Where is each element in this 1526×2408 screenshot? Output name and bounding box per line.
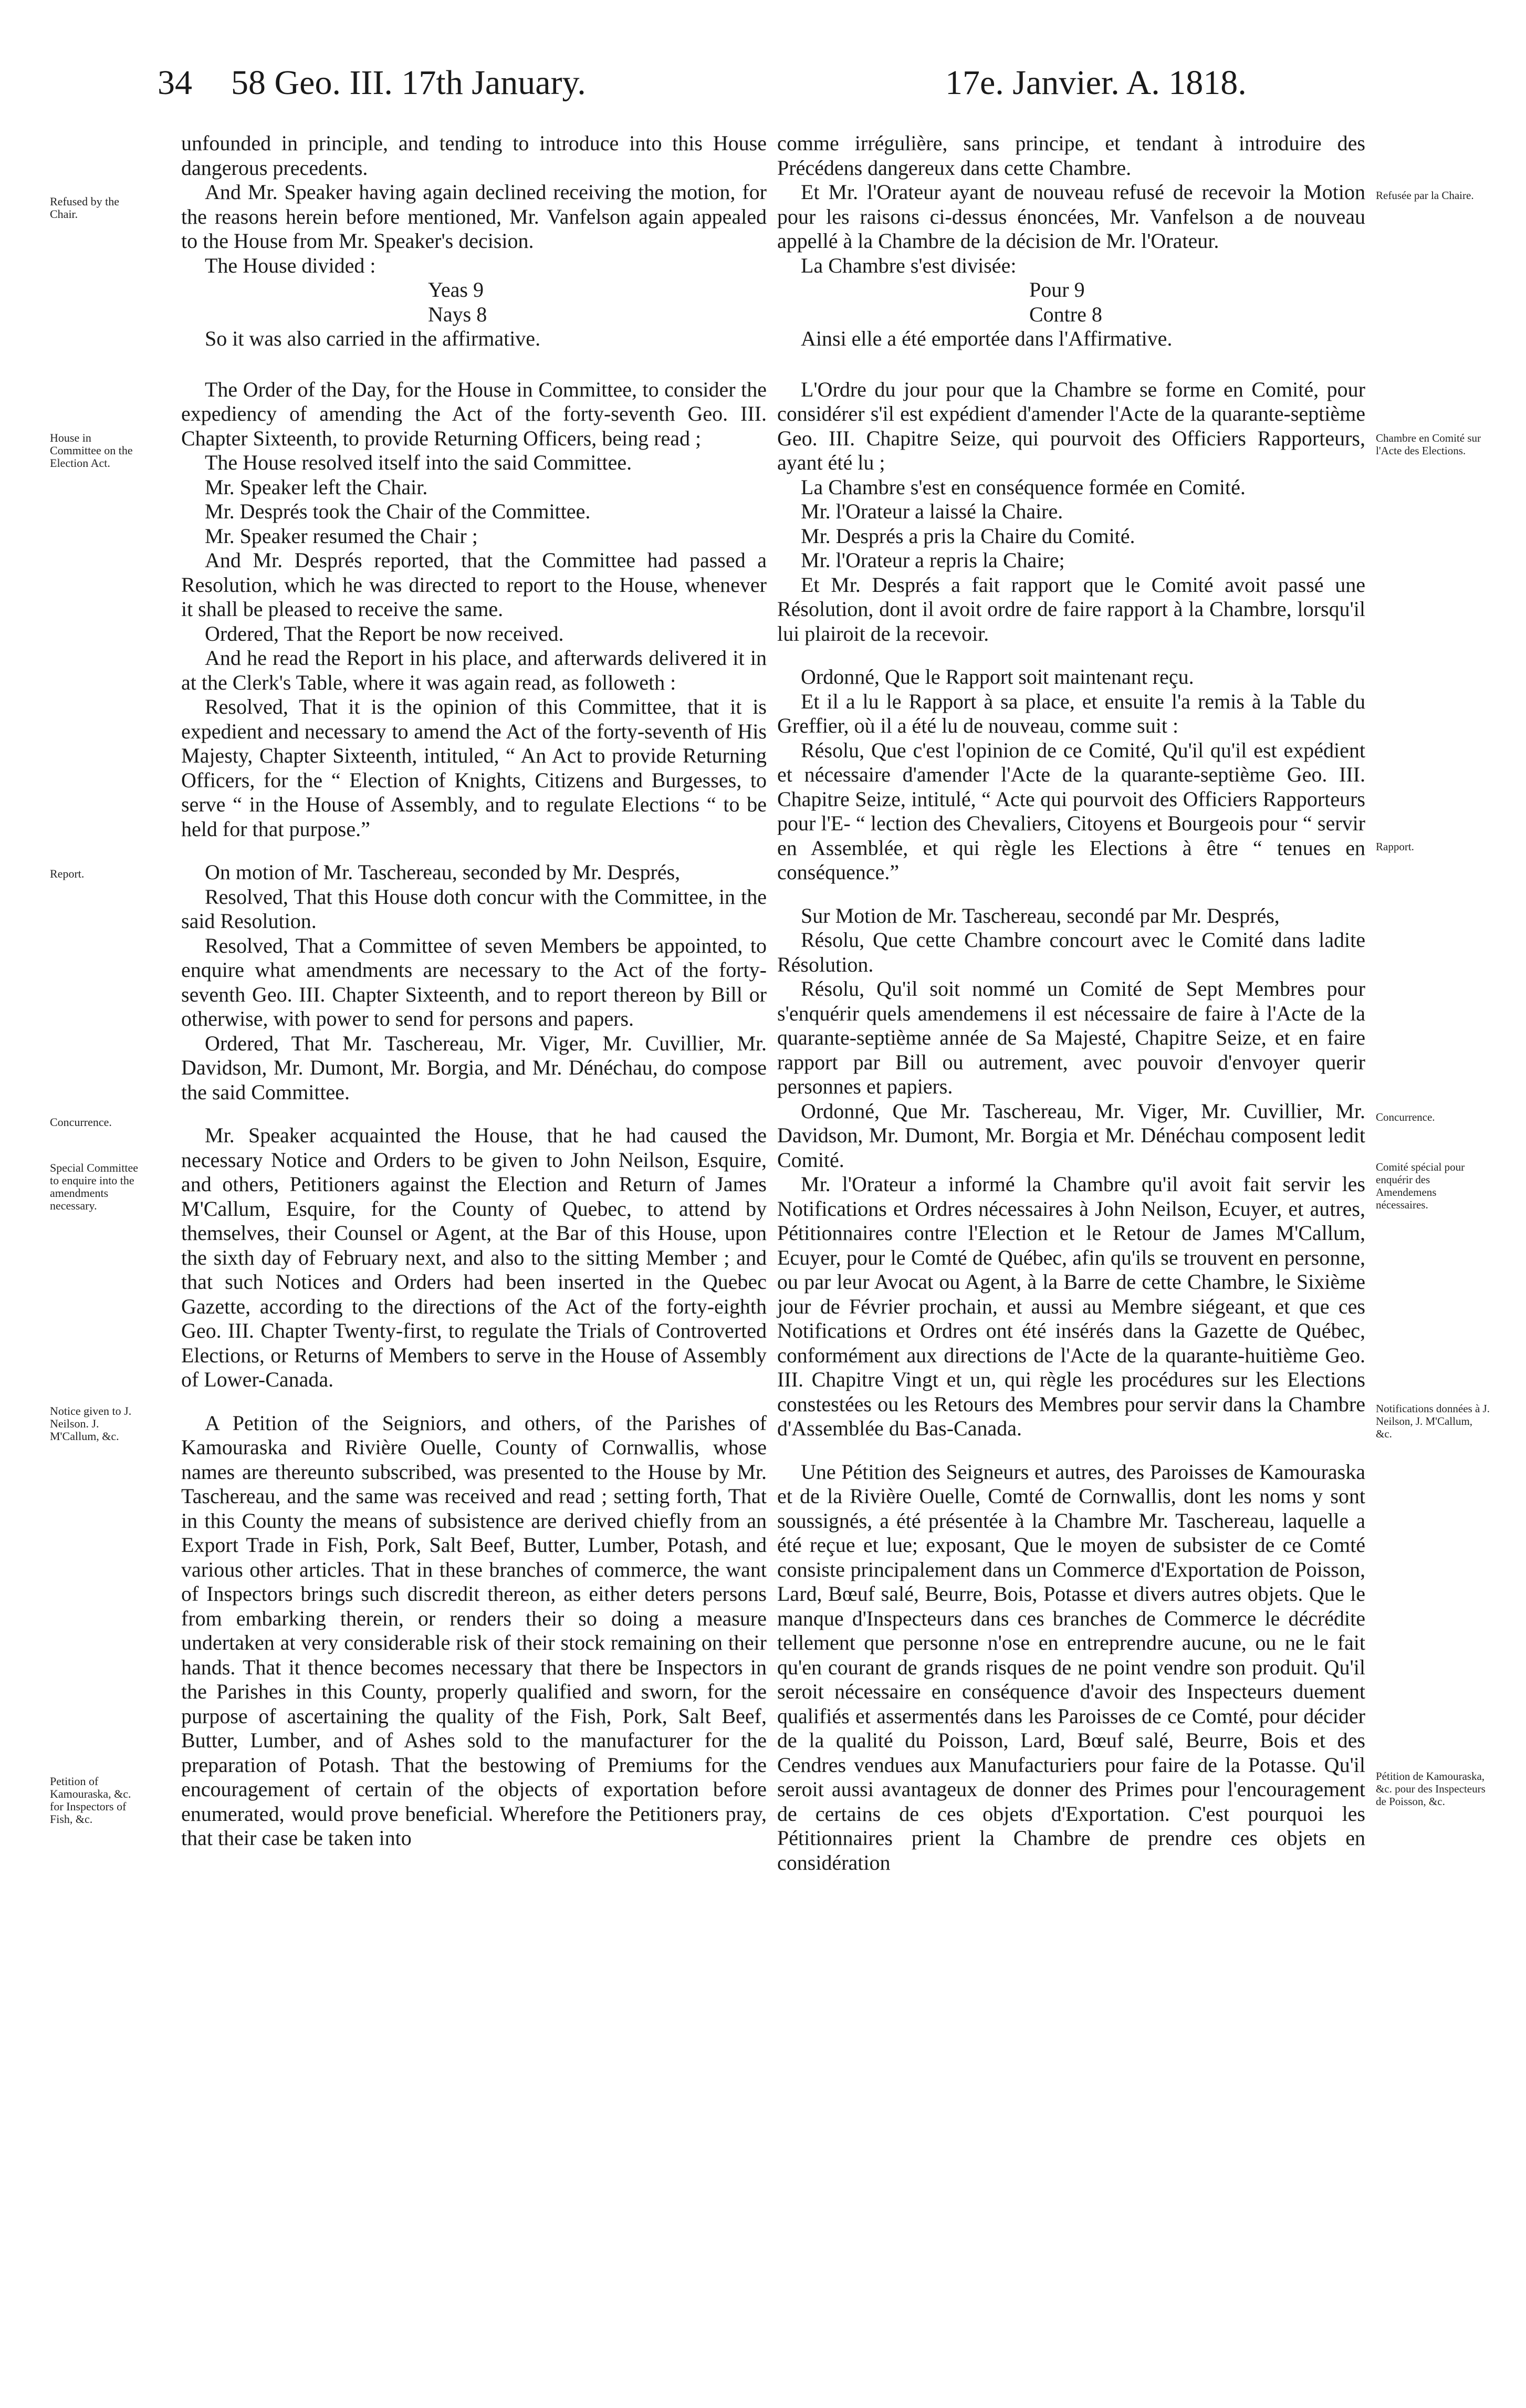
margin-note: Refusée par la Chaire.	[1376, 189, 1474, 202]
paragraph: On motion of Mr. Taschereau, seconded by Mr. Després,	[205, 860, 681, 884]
margin-note: Report.	[50, 867, 85, 880]
paragraph: Mr. Speaker acquainted the House, that he had caused the necessary Notice and Orders to be given to John Neilson, Esquire, and others, Petitioners against the Election and Return of James M'Callum, Esquire, for the County of Quebec, to attend by themselves, their Counsel or Agent, at the Bar of this House, upon the sixth day of February next, and also to the sitting Member ; and that such Notices and Orders had been inserted in the Quebec Gazette, according to the directions of the Act of the forty-eighth Geo. III. Chapter Twenty-first, to regulate the Trials of Controverted Elections, or Returns of Members to serve in the House of Assembly of Lower-Canada.	[181, 1123, 767, 1391]
paragraph: So it was also carried in the affirmative.	[205, 327, 541, 350]
paragraph: Nays 8	[428, 302, 487, 326]
margin-note: Concurrence.	[1376, 1111, 1435, 1123]
paragraph: L'Ordre du jour pour que la Chambre se forme en Comité, pour considérer s'il est expédient d'amender l'Acte de la quarante-septième Geo. III. Chapitre Seize, qui pourvoit des Officiers Rapporteurs, ayant été lu ;	[777, 377, 1365, 474]
header-left-title: 58 Geo. III. 17th January.	[231, 64, 586, 102]
paragraph: Résolu, Que cette Chambre concourt avec le Comité dans ladite Résolution.	[777, 928, 1365, 976]
paragraph: Pour 9	[1029, 278, 1085, 301]
margin-note: Special Committee to enquire into the amendments necessary.	[50, 1161, 139, 1212]
paragraph: Yeas 9	[428, 278, 484, 301]
margin-note: Notice given to J. Neilson. J. M'Callum, &c.	[50, 1404, 132, 1443]
paragraph: Ainsi elle a été emportée dans l'Affirmative.	[801, 327, 1173, 350]
paragraph: Mr. Speaker left the Chair.	[205, 475, 428, 499]
paragraph: Ordonné, Que Mr. Taschereau, Mr. Viger, Mr. Cuvillier, Mr. Davidson, Mr. Dumont, Mr. Borgia et Mr. Dénéchau composent ledit Comité.	[777, 1099, 1365, 1172]
paragraph: And Mr. Speaker having again declined receiving the motion, for the reasons herein before mentioned, Mr. Vanfelson again appealed to the House from Mr. Speaker's decision.	[181, 180, 767, 253]
margin-note: Concurrence.	[50, 1116, 112, 1129]
paragraph: Ordonné, Que le Rapport soit maintenant reçu.	[801, 665, 1194, 689]
paragraph: Mr. Després a pris la Chaire du Comité.	[801, 524, 1135, 548]
margin-note: Pétition de Kamouraska, &c. pour des Inspecteurs de Poisson, &c.	[1376, 1770, 1486, 1808]
paragraph: Et il a lu le Rapport à sa place, et ensuite l'a remis à la Table du Greffier, où il a été lu de nouveau, comme suit :	[777, 689, 1365, 737]
margin-note: Comité spécial pour enquérir des Amendemens nécessaires.	[1376, 1161, 1465, 1211]
paragraph: Contre 8	[1029, 302, 1102, 326]
paragraph: Résolu, Qu'il soit nommé un Comité de Sept Membres pour s'enquérir quels amendemens il est nécessaire de faire à l'Acte de la quarante-septième année de Sa Majesté, Chapitre Seize, et en faire rapport par Bill ou autrement, avec pouvoir d'envoyer querir personnes et papiers.	[777, 977, 1365, 1098]
margin-note: Rapport.	[1376, 840, 1414, 853]
paragraph: The House divided :	[205, 253, 376, 277]
page-number: 34	[158, 64, 192, 102]
paragraph: Resolved, That a Committee of seven Members be appointed, to enquire what amendments are necessary to the Act of the forty-seventh Geo. III. Chapter Sixteenth, and to report thereon by Bill or otherwise, with power to send for persons and papers.	[181, 933, 767, 1030]
paragraph: Sur Motion de Mr. Taschereau, secondé par Mr. Després,	[801, 903, 1280, 927]
paragraph: La Chambre s'est divisée:	[801, 253, 1017, 277]
margin-note: Chambre en Comité sur l'Acte des Elections.	[1376, 432, 1481, 457]
paragraph: Resolved, That it is the opinion of this Committee, that it is expedient and necessary to amend the Act of the forty-seventh of His Majesty, Chapter Sixteenth, intituled, “ An Act to provide Returning Officers, for the “ Election of Knights, Citizens and Burgesses, to serve “ in the House of Assembly, and to regulate Elections “ to be held for that purpose.”	[181, 695, 767, 841]
paragraph: Mr. l'Orateur a laissé la Chaire.	[801, 499, 1063, 523]
margin-note: Refused by the Chair.	[50, 195, 119, 221]
paragraph: Ordered, That Mr. Taschereau, Mr. Viger, Mr. Cuvillier, Mr. Davidson, Mr. Dumont, Mr. Borgia, and Mr. Dénéchau, do compose the said Committee.	[181, 1031, 767, 1104]
paragraph: Résolu, Que c'est l'opinion de ce Comité, Qu'il qu'il est expédient et nécessaire d'amender l'Acte de la quarante-septième Geo. III. Chapitre Seize, intitulé, “ Acte qui pourvoit des Officiers Rapporteurs pour l'E- “ lection des Chevaliers, Citoyens et Bourgeois pour “ servir en Assemblée, et qui règle les Elections à être “ tenues en conséquence.”	[777, 738, 1365, 884]
paragraph: Ordered, That the Report be now received.	[205, 621, 564, 645]
paragraph: Mr. Després took the Chair of the Committee.	[205, 499, 591, 523]
paragraph: And Mr. Després reported, that the Committee had passed a Resolution, which he was directed to report to the House, whenever it shall be pleased to receive the same.	[181, 548, 767, 621]
header-right-title: 17e. Janvier. A. 1818.	[945, 64, 1247, 102]
paragraph: The House resolved itself into the said Committee.	[205, 451, 632, 474]
paragraph: Mr. l'Orateur a repris la Chaire;	[801, 548, 1065, 572]
paragraph: Mr. l'Orateur a informé la Chambre qu'il avoit fait servir les Notifications et Ordres nécessaires à John Neilson, Ecuyer, et autres, Pétitionnaires contre l'Election et le Retour de James M'Callum, Ecuyer, pour le Comté de Québec, afin qu'ils se trouvent en personne, ou par leur Avocat ou Agent, à la Barre de cette Chambre, le Sixième jour de Février prochain, et aussi au Membre siégeant, et que ces Notifications et Ordres ont été insérés dans la Gazette de Québec, conformément aux directions de l'Acte de la quarante-huitième Geo. III. Chapitre Vingt et un, qui règle les procédures sur les Elections constestées ou les Retours des Membres pour servir dans la Chambre d'Assemblée du Bas-Canada.	[777, 1172, 1365, 1440]
paragraph: And he read the Report in his place, and afterwards delivered it in at the Clerk's Table, where it was again read, as followeth :	[181, 646, 767, 694]
paragraph: La Chambre s'est en conséquence formée en Comité.	[801, 475, 1246, 499]
margin-note: Petition of Kamouraska, &c. for Inspectors of Fish, &c.	[50, 1775, 131, 1826]
french-column	[777, 131, 1365, 1875]
page-header	[158, 63, 1376, 121]
paragraph: Resolved, That this House doth concur with the Committee, in the said Resolution.	[181, 884, 767, 933]
paragraph: Et Mr. Després a fait rapport que le Comité avoit passé une Résolution, dont il avoit ordre de faire rapport à la Chambre, lorsqu'il lui plairoit de la recevoir.	[777, 572, 1365, 645]
paragraph: The Order of the Day, for the House in Committee, to consider the expediency of amending the Act of the forty-seventh Geo. III. Chapter Sixteenth, to provide Returning Officers, being read ;	[181, 377, 767, 450]
paragraph: Mr. Speaker resumed the Chair ;	[205, 524, 478, 548]
paragraph: A Petition of the Seigniors, and others, of the Parishes of Kamouraska and Rivière Ouelle, County of Cornwallis, whose names are thereunto subscribed, was presented to the House by Mr. Taschereau, and the same was received and read ; setting forth, That in this County the means of subsistence are derived chiefly from an Export Trade in Fish, Pork, Salt Beef, Butter, Lumber, Potash, and various other articles. That in these branches of commerce, the want of Inspectors brings such discredit thereon, as either deters persons from embarking therein, or renders their so doing a measure undertaken at very considerable risk of their stock remaining on their hands. That it thence becomes necessary that there be Inspectors in the Parishes in this County, properly qualified and sworn, for the purpose of ascertaining the quality of the Fish, Pork, Salt Beef, Butter, Lumber, and of Ashes sold to the manufacturer for the preparation of Potash. That the bestowing of Premiums for the encouragement of certain of the objects of exportation before enumerated, would prove beneficial. Wherefore the Petitioners pray, that their case be taken into	[181, 1411, 767, 1850]
margin-note: House in Committee on the Election Act.	[50, 431, 133, 470]
paragraph: Une Pétition des Seigneurs et autres, des Paroisses de Kamouraska et de la Rivière Ouelle, Comté de Cornwallis, dont les noms y sont soussignés, a été présentée à la Chambre Mr. Taschereau, laquelle a été reçue et lue; exposant, Que le moyen de subsister de ce Comté consiste principalement dans un Commerce d'Exportation de Poisson, Lard, Bœuf salé, Beurre, Bois, Potasse et divers autres objets. Que le manque d'Inspecteurs dans ces branches de Commerce le décrédite tellement que personne n'ose en entreprendre aucune, ou ne le fait qu'en courant de grands risques de ne point vendre son produit. Qu'il seroit nécessaire en conséquence d'avoir des Inspecteurs duement qualifiés et assermentés dans les Paroisses de ce Comté, pour décider de la qualité du Poisson, Lard, Bœuf salé, Beurre, Bois et des Cendres vendues aux Manufacturiers pour faire de la Potasse. Qu'il seroit aussi avantageux de donner des Primes pour l'encouragement de certains de ces objets d'Exportation. C'est pourquoi les Pétitionnaires prient la Chambre de prendre ces objets en considération	[777, 1460, 1365, 1874]
paragraph: comme irrégulière, sans principe, et tendant à introduire des Précédens dangereux dans cette Chambre.	[777, 131, 1365, 180]
english-column	[181, 131, 767, 1851]
paragraph: Et Mr. l'Orateur ayant de nouveau refusé de recevoir la Motion pour les raisons ci-dessus énoncées, Mr. Vanfelson a de nouveau appellé à la Chambre de la décision de Mr. l'Orateur.	[777, 180, 1365, 253]
paragraph: unfounded in principle, and tending to introduce into this House dangerous precedents.	[181, 131, 767, 180]
margin-note: Notifications données à J. Neilson, J. M'Callum, &c.	[1376, 1402, 1490, 1440]
